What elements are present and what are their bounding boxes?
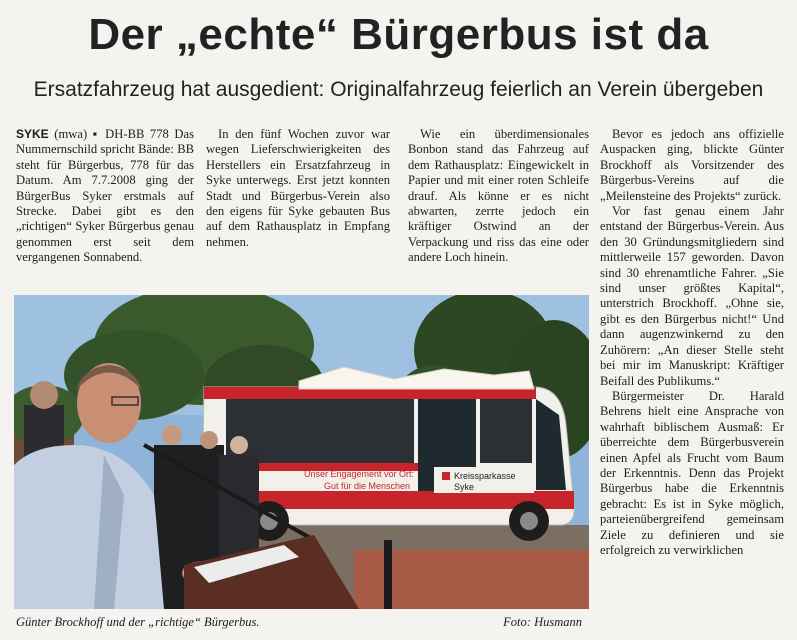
sparkasse-logo bbox=[442, 472, 450, 480]
subheadline: Ersatzfahrzeug hat ausgedient: Originalfahrzeug feierlich an Verein übergeben bbox=[33, 78, 764, 101]
dateline-author: (mwa) bbox=[54, 127, 88, 141]
paragraph: In den fünf Wochen zuvor war wegen Lieferschwierigkeiten des Herstellers ein Ersatzfahrzeug in Syke unterwegs. Erst jetzt konnten Stadt und Bürgerbus-Verein also den eigens für Syke gebauten Bus auf dem Rathausplatz in Empfang nehmen. bbox=[206, 127, 390, 249]
paragraph: Bevor es jedoch ans offizielle Auspacken ging, blickte Günter Brockhoff als Vorsitzender des Bürgerbus-Vereins auf die „Meilensteine des Projekts“ zurück. bbox=[600, 127, 784, 203]
caption-text: Günter Brockhoff und der „richtige“ Bürgerbus. bbox=[16, 615, 260, 629]
article-column-1 bbox=[16, 127, 194, 266]
paragraph bbox=[16, 127, 194, 266]
headline: Der „echte“ Bürgerbus ist da bbox=[88, 10, 709, 59]
paragraph: Wie ein überdimensionales Bonbon stand das Fahrzeug auf dem Rathausplatz: Eingewickelt in Papier und mit einer roten Schleife drauf. Als könne er es nicht abwarten, zerrte jedoch ein kräftiger Ostwind an der Verpackung und riss das eine oder andere Loch hinein. bbox=[408, 127, 589, 265]
article-column-3 bbox=[408, 127, 589, 266]
article-column-2 bbox=[206, 127, 390, 250]
dateline-place: SYKE bbox=[16, 127, 49, 141]
paragraph-text: ▪ DH-BB 778 Das Nummernschild spricht Bände: BB steht für Bürgerbus, 778 für das Datum. Am 7.7.2008 ging der BürgerBus Syker erstmals auf Strecke. Dabei gibt es den „richtigen“ Syker Bürgerbus genau genommen erst seit dem vergangenen Sonnabend. bbox=[16, 127, 194, 265]
bus-sponsor-line2: Syke bbox=[454, 482, 475, 492]
photo-caption bbox=[16, 613, 590, 631]
photo-credit: Foto: Husmann bbox=[503, 615, 582, 629]
bus-slogan-line2: Gut für die Menschen bbox=[324, 481, 411, 491]
paragraph: Vor fast genau einem Jahr entstand der Bürgerbus-Verein. Aus den 30 Gründungsmitgliedern sind mittlerweile 157 geworden. Davon sind 30 ehrenamtliche Fahrer. „Sie sind unser größtes Kapital“, unterstrich Brockhoff. „Ohne sie, gibt es den Bürgerbus nicht!“ Und dann augenzwinkernd zu den Zuhörern: „An dieser Stelle steht bei mir im Manuskript: Kräftiger Beifall des Publikums.“ bbox=[600, 204, 784, 388]
bus-photo-illustration bbox=[14, 295, 589, 609]
article-photo bbox=[14, 295, 589, 609]
paragraph: Bürgermeister Dr. Harald Behrens hielt eine Ansprache von wahrhaft biblischem Ausmaß: Er überreichte dem Bürgerbusverein einen Apfel als Frucht vom Baum der Erkenntnis. Denn das Projekt Bürgerbus habe die Erkenntnis gebracht: Es ist in Syke möglich, parteienübergreifend gemeinsam Ziele zu definieren und sie erfolgreich zu verwirklichen bbox=[600, 388, 784, 557]
bus-sponsor-line1: Kreissparkasse bbox=[454, 471, 516, 481]
article-column-4 bbox=[600, 127, 784, 558]
bus-slogan-line1: Unser Engagement vor Ort: bbox=[304, 469, 415, 479]
